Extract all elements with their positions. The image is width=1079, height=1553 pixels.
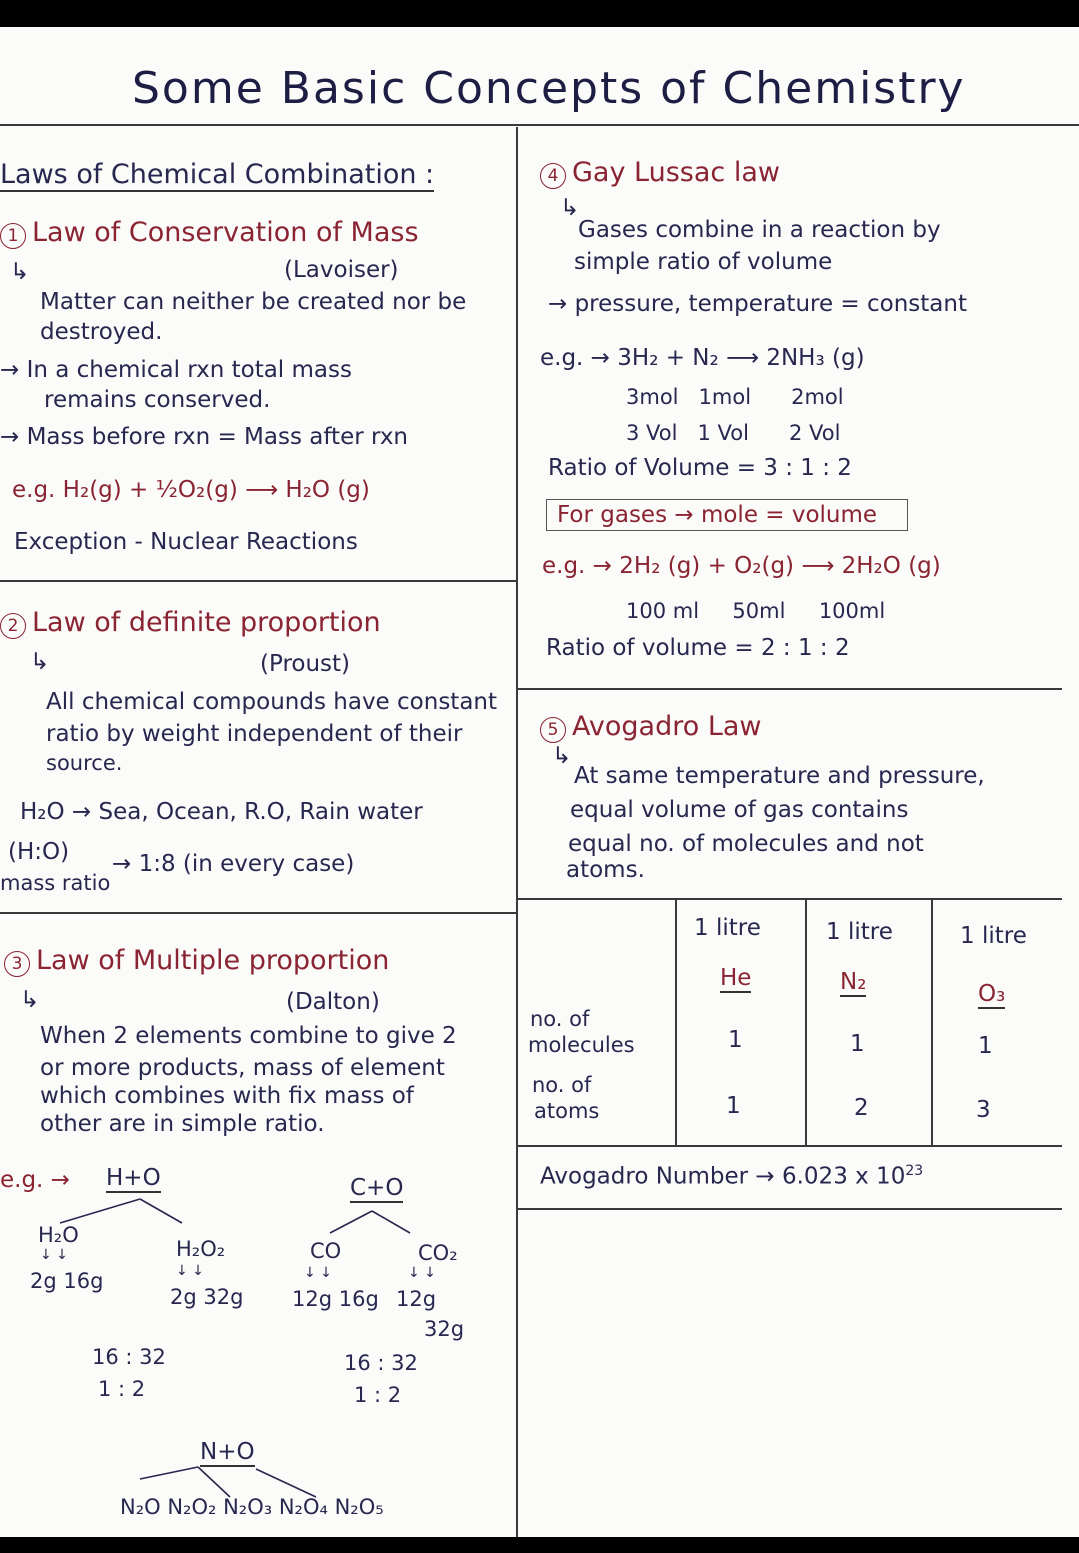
law3-h2o-mass: 2g 16g	[30, 1269, 104, 1293]
law3-title-text: Law of Multiple proportion	[36, 945, 390, 976]
law4-title-text: Gay Lussac law	[572, 157, 780, 188]
law3-h2o2-mass: 2g 32g	[170, 1285, 244, 1309]
table-row2-cell1: 1	[726, 1093, 741, 1119]
law5-line4: atoms.	[566, 857, 645, 883]
svg-text:↓ ↓: ↓ ↓	[304, 1265, 332, 1281]
law1-arrow-icon: ↳	[10, 259, 30, 285]
law3-co2: CO₂	[418, 1241, 458, 1265]
law3-co2-mass: 12g	[396, 1287, 437, 1311]
law3-co-label: CO	[310, 1239, 342, 1263]
law1-example: e.g. H₂(g) + ½O₂(g) ⟶ H₂O (g)	[12, 477, 370, 503]
law4-box: For gases → mole = volume	[546, 499, 908, 531]
table-row1-cell3: 1	[978, 1033, 993, 1059]
law1-bullet1a: → In a chemical rxn total mass	[0, 357, 352, 383]
svg-text:↓ ↓: ↓ ↓	[40, 1247, 68, 1263]
law1-number: 1	[0, 223, 26, 249]
section-heading: Laws of Chemical Combination :	[0, 159, 435, 190]
table-col2-header: 1 litre	[826, 919, 893, 945]
law3-line3: which combines with fix mass of	[40, 1083, 414, 1109]
law3-ratio-co-2: 1 : 2	[354, 1383, 402, 1407]
law1-exception: Exception - Nuclear Reactions	[14, 529, 358, 555]
law2-line2: ratio by weight independent of their	[46, 721, 463, 747]
law3-arrow-icon: ↳	[20, 987, 40, 1013]
law4-title	[540, 157, 780, 189]
law5-line2: equal volume of gas contains	[570, 797, 909, 823]
law1-title-text: Law of Conservation of Mass	[32, 217, 419, 248]
law3-ratio-ho-2: 1 : 2	[98, 1377, 146, 1401]
notes-page	[0, 27, 1079, 1537]
law2-author: (Proust)	[260, 651, 351, 677]
svg-text:↓ ↓: ↓ ↓	[408, 1265, 436, 1281]
law3-author: (Dalton)	[286, 989, 380, 1015]
avogadro-number	[540, 1163, 923, 1190]
law1-author: (Lavoiser)	[284, 257, 399, 283]
table-row2-cell3: 3	[976, 1097, 991, 1123]
table-row1-cell1: 1	[728, 1027, 743, 1053]
table-row2-label-b: atoms	[534, 1099, 600, 1123]
avogadro-number-text: Avogadro Number → 6.023 x 10	[540, 1163, 906, 1190]
law4-arrow-icon: ↳	[560, 195, 580, 221]
law2-ratio-value: → 1:8 (in every case)	[112, 851, 355, 877]
table-gas2: N₂	[840, 969, 867, 995]
law1-bullet2: → Mass before rxn = Mass after rxn	[0, 424, 409, 450]
table-col3-header: 1 litre	[960, 923, 1027, 949]
law2-line1: All chemical compounds have constant	[46, 689, 498, 715]
law2-title-text: Law of definite proportion	[32, 607, 381, 638]
table-gas1: He	[720, 965, 752, 991]
law3-h2o2: H₂O₂	[176, 1237, 226, 1261]
law4-eg1: e.g. → 3H₂ + N₂ ⟶ 2NH₃ (g)	[540, 345, 865, 371]
table-col1-header: 1 litre	[694, 915, 761, 941]
table-gas3: O₃	[978, 981, 1006, 1007]
law3-line2: or more products, mass of element	[40, 1055, 445, 1081]
law5-number: 5	[540, 717, 566, 743]
law3-line1: When 2 elements combine to give 2	[40, 1023, 457, 1049]
law3-eg: e.g. →	[0, 1167, 70, 1193]
law4-mol: 3mol 1mol 2mol	[626, 385, 844, 409]
page-title: Some Basic Concepts of Chemistry	[132, 63, 966, 114]
law1-line1: Matter can neither be created nor be	[40, 289, 467, 315]
law2-line3: source.	[46, 751, 123, 775]
law2-number: 2	[0, 613, 26, 639]
law4-ratio2: Ratio of volume = 2 : 1 : 2	[546, 635, 850, 661]
law3-line4: other are in simple ratio.	[40, 1111, 325, 1137]
law3-ratio-co-1: 16 : 32	[344, 1351, 418, 1375]
table-row1-label-b: molecules	[528, 1033, 635, 1057]
law3-ratio-ho-1: 16 : 32	[92, 1345, 166, 1369]
law5-line1: At same temperature and pressure,	[574, 763, 985, 789]
law3-co2-mass2: 32g	[424, 1317, 465, 1341]
law4-number: 4	[540, 163, 566, 189]
law4-ratio1: Ratio of Volume = 3 : 1 : 2	[548, 455, 852, 481]
law3-co: C+O	[350, 1175, 404, 1201]
law5-arrow-icon: ↳	[552, 743, 572, 769]
law3-h2o: H₂O	[38, 1223, 79, 1247]
law1-bullet1b: remains conserved.	[44, 387, 271, 413]
law4-line3: → pressure, temperature = constant	[548, 291, 967, 317]
law4-eg2: e.g. → 2H₂ (g) + O₂(g) ⟶ 2H₂O (g)	[542, 553, 941, 579]
law3-ho: H+O	[106, 1165, 161, 1191]
law3-co-mass: 12g 16g	[292, 1287, 379, 1311]
table-row2-label-a: no. of	[532, 1073, 592, 1097]
law4-line1: Gases combine in a reaction by	[578, 217, 941, 243]
law2-arrow-icon: ↳	[30, 649, 50, 675]
avogadro-exponent: 23	[905, 1163, 924, 1179]
law1-line2: destroyed.	[40, 319, 163, 345]
law3-no: N+O	[200, 1439, 255, 1465]
law2-mass-ratio: mass ratio	[0, 871, 111, 895]
law5-title	[540, 711, 762, 743]
law4-line2: simple ratio of volume	[574, 249, 833, 275]
law4-vol: 3 Vol 1 Vol 2 Vol	[626, 421, 841, 445]
law5-title-text: Avogadro Law	[572, 711, 762, 742]
law5-line3: equal no. of molecules and not	[568, 831, 924, 857]
law3-n-oxides: N₂O N₂O₂ N₂O₃ N₂O₄ N₂O₅	[120, 1495, 384, 1519]
law4-ml: 100 ml 50ml 100ml	[626, 599, 886, 623]
table-row1-cell2: 1	[850, 1031, 865, 1057]
law3-number: 3	[4, 951, 30, 977]
svg-text:↓ ↓: ↓ ↓	[176, 1263, 204, 1279]
law2-water: H₂O → Sea, Ocean, R.O, Rain water	[20, 799, 423, 825]
table-row1-label-a: no. of	[530, 1007, 590, 1031]
table-row2-cell2: 2	[854, 1095, 869, 1121]
law2-ratio-label: (H:O)	[8, 839, 70, 865]
